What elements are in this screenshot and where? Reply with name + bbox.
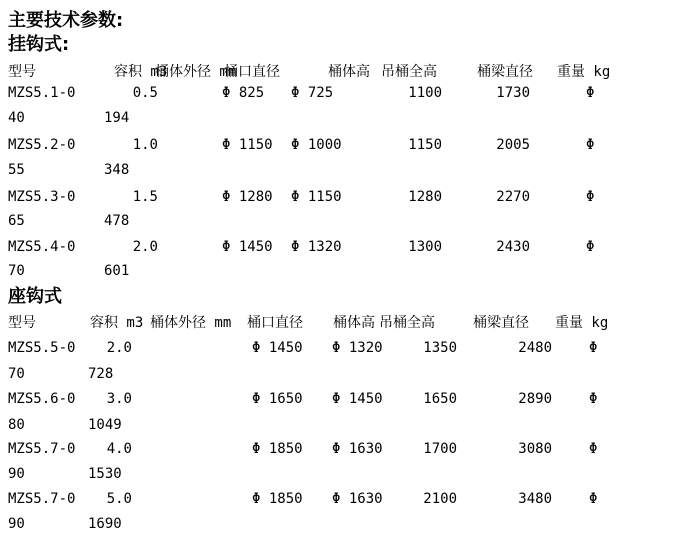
cell-beam-prefix: Φ: [589, 441, 598, 457]
cell-weight: 478: [104, 213, 130, 229]
table-row-wrap: [0, 516, 700, 533]
col-header-weight: 重量 kg: [555, 315, 609, 331]
cell-full-height: 2890: [518, 391, 552, 407]
cell-volume: 4.0: [106, 441, 132, 457]
cell-model: MZS5.2-0: [8, 137, 76, 153]
cell-body-height: 1280: [408, 189, 442, 205]
cell-body-height: 1350: [423, 340, 457, 356]
cell-mouth-dia: Φ 1630: [332, 491, 383, 507]
cell-beam-prefix: Φ: [586, 189, 595, 205]
cell-outer-dia: Φ 1150: [222, 137, 273, 153]
cell-volume: 2.0: [132, 239, 158, 255]
table-row: [0, 85, 700, 102]
table-row-wrap: [0, 213, 700, 230]
cell-full-height: 2005: [496, 137, 530, 153]
col-header-mouth-dia: 桶口直径: [224, 64, 280, 80]
cell-beam-value: 80: [8, 417, 25, 433]
col-header-outer-dia: 桶体外径 mm: [155, 64, 237, 80]
cell-beam-value: 90: [8, 516, 25, 532]
cell-body-height: 2100: [423, 491, 457, 507]
cell-body-height: 1700: [423, 441, 457, 457]
table-row: [0, 491, 700, 508]
cell-model: MZS5.5-0: [8, 340, 76, 356]
cell-beam-value: 40: [8, 110, 25, 126]
cell-weight: 601: [104, 263, 130, 279]
cell-mouth-dia: Φ 1150: [291, 189, 342, 205]
col-header-beam-dia: 桶梁直径: [473, 315, 529, 331]
cell-outer-dia: Φ 1850: [252, 491, 303, 507]
cell-volume: 2.0: [106, 340, 132, 356]
cell-body-height: 1100: [408, 85, 442, 101]
cell-outer-dia: Φ 1650: [252, 391, 303, 407]
cell-weight: 1530: [88, 466, 122, 482]
col-header-full-height: 吊桶全高: [379, 315, 435, 331]
cell-outer-dia: Φ 1450: [222, 239, 273, 255]
cell-beam-prefix: Φ: [586, 239, 595, 255]
cell-full-height: 3480: [518, 491, 552, 507]
cell-outer-dia: Φ 825: [222, 85, 265, 101]
cell-beam-prefix: Φ: [589, 491, 598, 507]
cell-beam-value: 90: [8, 466, 25, 482]
section-1-header-row: [0, 61, 700, 78]
cell-body-height: 1150: [408, 137, 442, 153]
cell-beam-value: 70: [8, 366, 25, 382]
col-header-model: 型号: [8, 315, 36, 331]
cell-model: MZS5.7-0: [8, 441, 76, 457]
col-header-model: 型号: [8, 64, 36, 80]
cell-beam-prefix: Φ: [586, 85, 595, 101]
table-row-wrap: [0, 466, 700, 483]
cell-model: MZS5.1-0: [8, 85, 76, 101]
cell-weight: 348: [104, 162, 130, 178]
col-header-beam-dia: 桶梁直径: [477, 64, 533, 80]
section-2-header-row: [0, 312, 700, 329]
cell-model: MZS5.3-0: [8, 189, 76, 205]
cell-outer-dia: Φ 1850: [252, 441, 303, 457]
col-header-body-height: 桶体高: [333, 315, 375, 331]
cell-beam-prefix: Φ: [589, 391, 598, 407]
cell-weight: 728: [88, 366, 114, 382]
section-1-heading: 挂钩式:: [8, 34, 70, 55]
cell-weight: 194: [104, 110, 130, 126]
table-row: [0, 340, 700, 357]
cell-beam-prefix: Φ: [586, 137, 595, 153]
cell-full-height: 1730: [496, 85, 530, 101]
col-header-body-height: 桶体高: [328, 64, 370, 80]
col-header-volume: 容积 m3: [90, 315, 144, 331]
cell-volume: 1.5: [132, 189, 158, 205]
col-header-outer-dia: 桶体外径 mm: [150, 315, 232, 331]
cell-mouth-dia: Φ 1320: [291, 239, 342, 255]
cell-full-height: 3080: [518, 441, 552, 457]
section-2-heading: 座钩式: [8, 286, 62, 307]
cell-full-height: 2430: [496, 239, 530, 255]
table-row: [0, 239, 700, 256]
cell-beam-prefix: Φ: [589, 340, 598, 356]
cell-volume: 5.0: [106, 491, 132, 507]
cell-volume: 0.5: [132, 85, 158, 101]
cell-model: MZS5.7-0: [8, 491, 76, 507]
cell-mouth-dia: Φ 1630: [332, 441, 383, 457]
cell-model: MZS5.6-0: [8, 391, 76, 407]
cell-mouth-dia: Φ 1320: [332, 340, 383, 356]
table-row: [0, 137, 700, 154]
cell-beam-value: 65: [8, 213, 25, 229]
cell-volume: 3.0: [106, 391, 132, 407]
cell-volume: 1.0: [132, 137, 158, 153]
cell-mouth-dia: Φ 725: [291, 85, 334, 101]
cell-beam-value: 70: [8, 263, 25, 279]
col-header-mouth-dia: 桶口直径: [247, 315, 303, 331]
col-header-volume: 容积 m3: [114, 64, 168, 80]
cell-model: MZS5.4-0: [8, 239, 76, 255]
table-row: [0, 391, 700, 408]
table-row-wrap: [0, 110, 700, 127]
cell-weight: 1049: [88, 417, 122, 433]
col-header-full-height: 吊桶全高: [381, 64, 437, 80]
cell-mouth-dia: Φ 1000: [291, 137, 342, 153]
col-header-weight: 重量 kg: [557, 64, 611, 80]
table-row: [0, 189, 700, 206]
cell-body-height: 1300: [408, 239, 442, 255]
page-title: 主要技术参数:: [8, 10, 124, 31]
table-row-wrap: [0, 417, 700, 434]
cell-mouth-dia: Φ 1450: [332, 391, 383, 407]
cell-outer-dia: Φ 1450: [252, 340, 303, 356]
cell-outer-dia: Φ 1280: [222, 189, 273, 205]
cell-full-height: 2480: [518, 340, 552, 356]
cell-body-height: 1650: [423, 391, 457, 407]
table-row-wrap: [0, 162, 700, 179]
table-row: [0, 441, 700, 458]
cell-beam-value: 55: [8, 162, 25, 178]
cell-full-height: 2270: [496, 189, 530, 205]
table-row-wrap: [0, 366, 700, 383]
cell-weight: 1690: [88, 516, 122, 532]
table-row-wrap: [0, 263, 700, 280]
